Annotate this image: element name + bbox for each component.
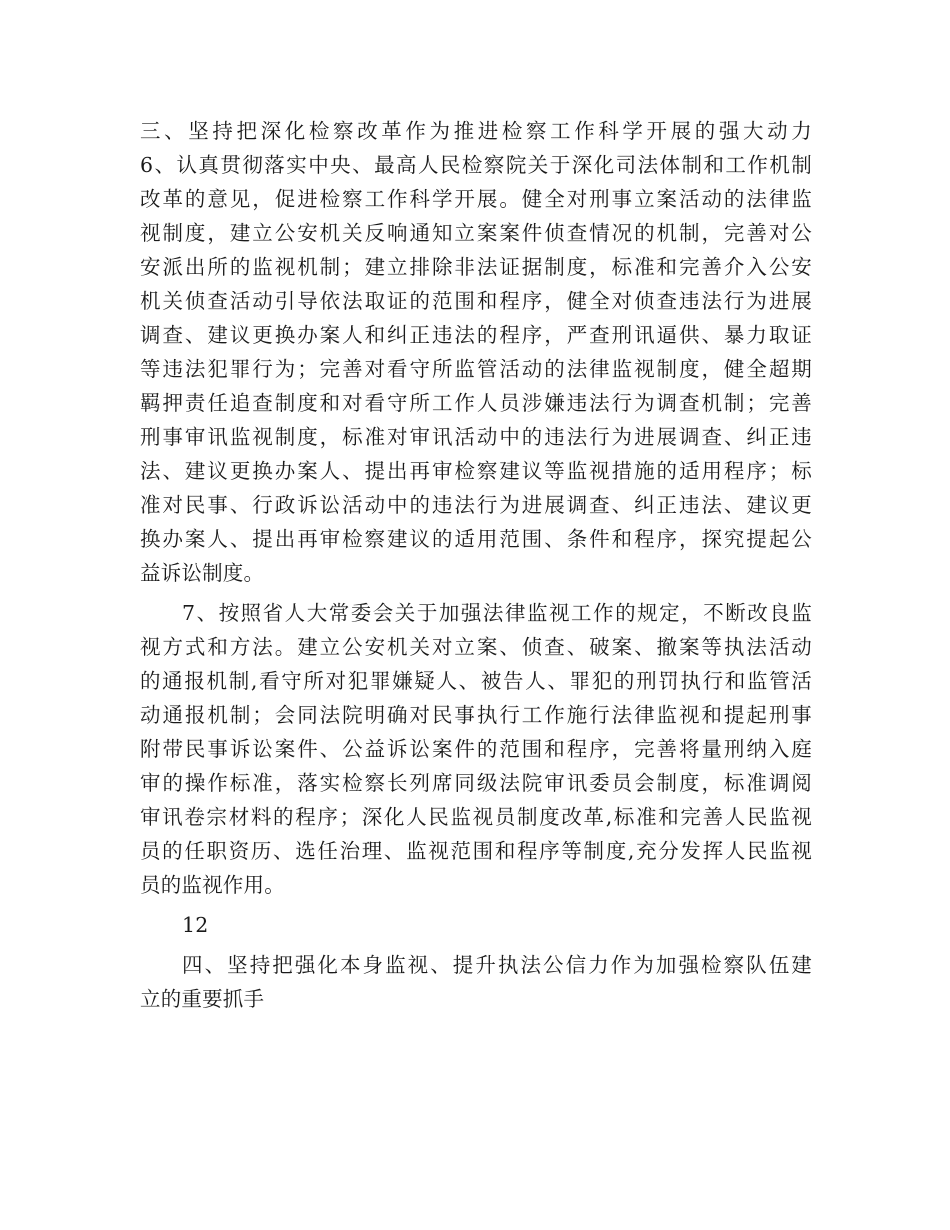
paragraph-7-line: 审的操作标准，落实检察长列席同级法院审讯委员会制度，标准调阅 xyxy=(140,771,812,795)
paragraph-7-line: 审讯卷宗材料的程序；深化人民监视员制度改革,标准和完善人民监视 xyxy=(140,805,812,829)
paragraph-7-line: 视方式和方法。建立公安机关对立案、侦查、破案、撤案等执法活动 xyxy=(140,635,812,659)
paragraph-6-line: 安派出所的监视机制；建立排除非法证据制度，标准和完善介入公安 xyxy=(140,255,812,279)
paragraph-6-line: 6、认真贯彻落实中央、最高人民检察院关于深化司法体制和工作机制 xyxy=(140,153,812,177)
paragraph-7-line: 员的监视作用。 xyxy=(140,873,285,897)
paragraph-7-line: 7、按照省人大常委会关于加强法律监视工作的规定，不断改良监 xyxy=(182,601,812,625)
paragraph-6-line: 调查、建议更换办案人和纠正违法的程序，严查刑讯逼供、暴力取证 xyxy=(140,323,812,347)
paragraph-6-line: 羁押责任追查制度和对看守所工作人员涉嫌违法行为调查机制；完善 xyxy=(140,391,812,415)
section-heading-3: 三、坚持把深化检察改革作为推进检察工作科学开展的强大动力 xyxy=(140,119,812,143)
paragraph-6-line: 准对民事、行政诉讼活动中的违法行为进展调查、纠正违法、建议更 xyxy=(140,493,812,517)
paragraph-6-line: 改革的意见，促进检察工作科学开展。健全对刑事立案活动的法律监 xyxy=(140,187,812,211)
section-heading-4-line: 立的重要抓手 xyxy=(140,987,265,1011)
document-body xyxy=(140,114,812,1016)
page-number: 12 xyxy=(182,913,209,937)
paragraph-6-line: 刑事审讯监视制度，标准对审讯活动中的违法行为进展调查、纠正违 xyxy=(140,425,812,449)
section-heading-4-line: 四、坚持把强化本身监视、提升执法公信力作为加强检察队伍建 xyxy=(182,953,812,977)
paragraph-7-line: 附带民事诉讼案件、公益诉讼案件的范围和程序，完善将量刑纳入庭 xyxy=(140,737,812,761)
paragraph-7-line: 动通报机制；会同法院明确对民事执行工作施行法律监视和提起刑事 xyxy=(140,703,812,727)
paragraph-6-line: 机关侦查活动引导依法取证的范围和程序，健全对侦查违法行为进展 xyxy=(140,289,812,313)
paragraph-7-line: 的通报机制,看守所对犯罪嫌疑人、被告人、罪犯的刑罚执行和监管活 xyxy=(140,669,812,693)
paragraph-6-line: 换办案人、提出再审检察建议的适用范围、条件和程序，探究提起公 xyxy=(140,527,812,551)
paragraph-6-line: 等违法犯罪行为；完善对看守所监管活动的法律监视制度，健全超期 xyxy=(140,357,812,381)
paragraph-7-line: 员的任职资历、选任治理、监视范围和程序等制度,充分发挥人民监视 xyxy=(140,839,812,863)
paragraph-6-line: 视制度，建立公安机关反响通知立案案件侦查情况的机制，完善对公 xyxy=(140,221,812,245)
paragraph-6-line: 法、建议更换办案人、提出再审检察建议等监视措施的适用程序；标 xyxy=(140,459,812,483)
paragraph-6-line: 益诉讼制度。 xyxy=(140,561,265,585)
